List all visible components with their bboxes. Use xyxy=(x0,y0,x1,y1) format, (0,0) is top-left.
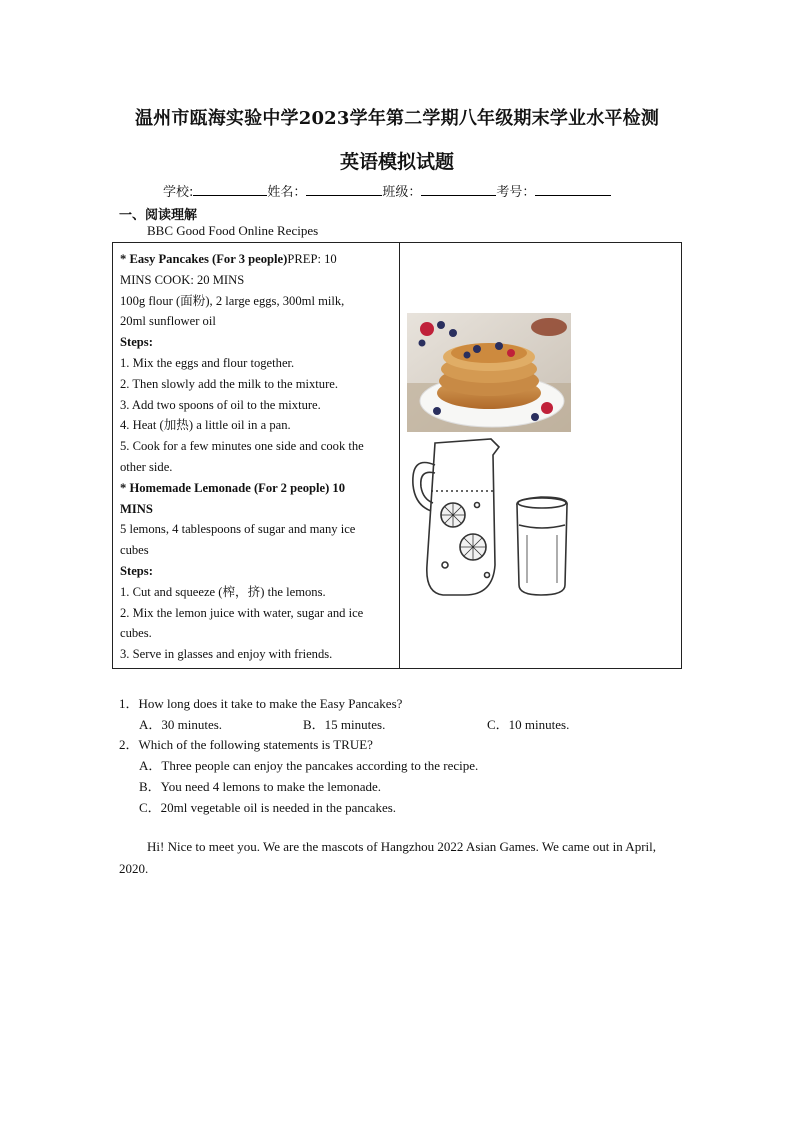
source-line: BBC Good Food Online Recipes xyxy=(147,223,319,238)
name-blank[interactable] xyxy=(306,183,382,196)
pancake-step-1: 1. Mix the eggs and flour together. xyxy=(120,355,295,370)
question-1: 1．How long does it take to make the Easy Pancakes? xyxy=(119,696,403,711)
q2-option-c[interactable]: C．20ml vegetable oil is needed in the pancakes. xyxy=(139,800,397,815)
pancake-image xyxy=(407,313,571,432)
pancake-step-5b: other side. xyxy=(120,459,173,474)
lemonade-ingredients-2: cubes xyxy=(120,543,149,558)
exam-subtitle: 英语模拟试题 xyxy=(339,151,454,173)
school-blank[interactable] xyxy=(193,183,267,196)
exam-title: 温州市瓯海实验中学2023学年第二学期八年级期末学业水平检测 xyxy=(134,108,660,129)
pancake-ingredients-2: 20ml sunflower oil xyxy=(120,314,216,329)
pancake-step-4: 4. Heat (加热) a little oil in a pan. xyxy=(120,418,291,433)
lemonade-steps-label: Steps: xyxy=(120,563,153,578)
pancake-title: * Easy Pancakes (For 3 people) xyxy=(120,252,288,266)
section-heading: 一、阅读理解 xyxy=(119,208,198,223)
lemonade-step-3: 3. Serve in glasses and enjoy with friends. xyxy=(120,647,333,662)
pancake-time: MINS COOK: 20 MINS xyxy=(120,272,245,287)
recipe-table xyxy=(112,242,682,669)
name-label: 姓名： xyxy=(267,185,307,200)
q1-option-b[interactable]: B．15 minutes. xyxy=(303,717,386,732)
pancake-title-line xyxy=(120,249,396,270)
lemonade-image xyxy=(405,435,585,605)
passage-text: Hi! Nice to meet you. We are the mascots of Hangzhou 2022 Asian Games. We came out in April, 2020. xyxy=(119,839,656,876)
lemonade-ingredients-1: 5 lemons, 4 tablespoons of sugar and many ice xyxy=(120,522,356,537)
question-2: 2．Which of the following statements is TRUE? xyxy=(119,737,373,752)
lemonade-step-2a: 2. Mix the lemon juice with water, sugar and ice xyxy=(120,605,364,620)
class-label: 班级： xyxy=(382,185,422,200)
pancake-ingredients-1: 100g flour (面粉), 2 large eggs, 300ml milk, xyxy=(120,293,345,308)
class-blank[interactable] xyxy=(421,183,496,196)
q1-option-c[interactable]: C．10 minutes. xyxy=(487,717,570,732)
school-label: 学校: xyxy=(163,185,194,200)
pancake-prep: PREP: 10 xyxy=(287,252,337,266)
lemonade-step-2b: cubes. xyxy=(120,626,152,641)
pancake-step-2: 2. Then slowly add the milk to the mixture. xyxy=(120,376,339,391)
lemonade-title-1: * Homemade Lemonade (For 2 people) 10 xyxy=(120,480,346,495)
lemonade-step-1: 1. Cut and squeeze (榨，挤) the lemons. xyxy=(120,584,326,599)
pancake-step-5a: 5. Cook for a few minutes one side and cook the xyxy=(120,439,364,454)
q2-option-b[interactable]: B．You need 4 lemons to make the lemonade. xyxy=(139,779,382,794)
recipe-text-column xyxy=(120,249,396,665)
q1-option-a[interactable]: A．30 minutes. xyxy=(139,717,223,732)
number-label: 考号： xyxy=(496,185,536,200)
lemonade-title-2: MINS xyxy=(120,501,153,516)
student-info-line xyxy=(163,181,611,200)
pancake-step-3: 3. Add two spoons of oil to the mixture. xyxy=(120,397,321,412)
number-blank[interactable] xyxy=(535,183,611,196)
q2-option-a[interactable]: A．Three people can enjoy the pancakes according to the recipe. xyxy=(139,758,479,773)
pancake-steps-label: Steps: xyxy=(120,335,153,350)
table-divider xyxy=(399,243,400,668)
